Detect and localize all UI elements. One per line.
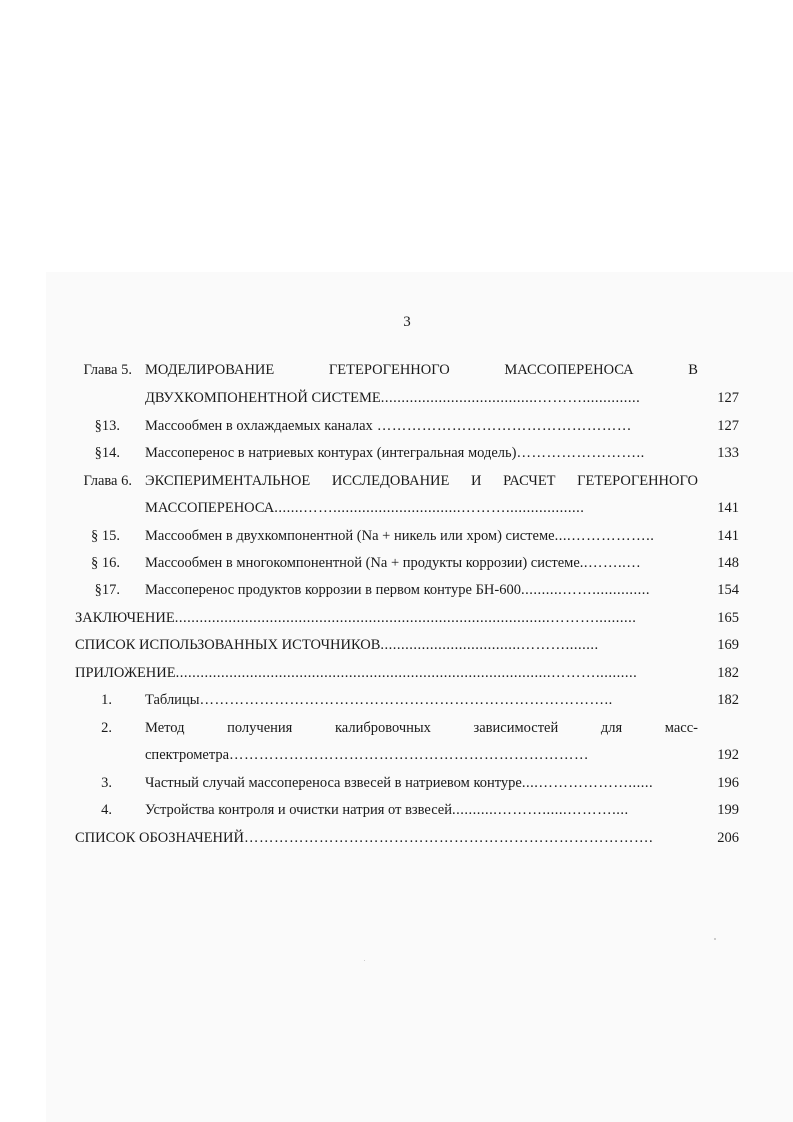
- toc-entry-section-14: [0, 443, 793, 463]
- page-ref: 165: [717, 610, 739, 626]
- item-number: 1.: [101, 692, 112, 708]
- toc-entry-symbols: [0, 828, 793, 848]
- toc-entry-sources: [0, 635, 793, 655]
- leader-dots: ..……..…: [579, 555, 642, 571]
- entry-title: [145, 553, 695, 573]
- toc-entry-section-17: [0, 580, 793, 600]
- leader-dots: ………………………………………………………………: [229, 747, 590, 763]
- title-text: Устройства контроля и очистки натрия от взвесей: [145, 802, 453, 818]
- leader-dots: ..................................………........: [380, 637, 599, 653]
- title-text: ЗАКЛЮЧЕНИЕ: [75, 610, 175, 626]
- page-ref: 182: [717, 665, 739, 681]
- chapter-label: Глава 5.: [83, 362, 132, 378]
- title-word: Метод: [145, 720, 185, 736]
- leader-dots: ……………………..: [516, 445, 645, 461]
- toc-entry-appendix-3: [0, 773, 793, 793]
- title-word: зависимостей: [473, 720, 559, 736]
- scan-speck: [714, 938, 716, 940]
- toc-entry-chapter-6-cont: [0, 498, 793, 518]
- title-text: МАССОПЕРЕНОСА: [145, 500, 275, 516]
- page-ref: 206: [717, 830, 739, 846]
- title-text: Массоперенос в натриевых контурах (интегральная модель): [145, 445, 517, 461]
- title-text: Таблицы: [145, 692, 200, 708]
- title-text: Частный случай массопереноса взвесей в натриевом контуре: [145, 775, 522, 791]
- title-word: калибровочных: [334, 720, 431, 736]
- toc-entry-section-16: [0, 553, 793, 573]
- title-word: ГЕТЕРОГЕННОГО: [577, 473, 698, 489]
- title-word: для: [600, 720, 623, 736]
- leader-dots: ....………………......: [521, 775, 654, 791]
- entry-title: [75, 635, 695, 655]
- entry-title: [145, 498, 695, 518]
- title-word: ЭКСПЕРИМЕНТАЛЬНОЕ: [145, 473, 311, 489]
- item-number: 2.: [101, 720, 112, 736]
- entry-title: [145, 443, 695, 463]
- page-ref: 192: [717, 747, 739, 763]
- title-word: В: [688, 362, 698, 378]
- leader-dots: ……………………………………………: [372, 418, 632, 434]
- title-text: спектрометра: [145, 747, 230, 763]
- toc-entry-section-15: [0, 526, 793, 546]
- leader-dots: ....……………..: [554, 528, 655, 544]
- toc-entry-chapter-6: [0, 471, 793, 491]
- title-text: ПРИЛОЖЕНИЕ: [75, 665, 176, 681]
- chapter-label: Глава 6.: [83, 473, 132, 489]
- page-ref: 133: [717, 445, 739, 461]
- leader-dots: ………………………………………………………………………..: [199, 692, 613, 708]
- page-ref: 196: [717, 775, 739, 791]
- title-text: ДВУХКОМПОНЕНТНОЙ СИСТЕМЕ: [145, 390, 381, 406]
- title-word: ИССЛЕДОВАНИЕ: [331, 473, 450, 489]
- toc-entry-conclusion: [0, 608, 793, 628]
- title-word: масс-: [664, 720, 698, 736]
- section-label: §14.: [94, 445, 120, 461]
- toc-entry-appendix: [0, 663, 793, 683]
- title-text: СПИСОК ОБОЗНАЧЕНИЙ: [75, 830, 244, 846]
- entry-title: [145, 526, 695, 546]
- entry-title: [145, 580, 695, 600]
- item-number: 4.: [101, 802, 112, 818]
- page-ref: 141: [717, 500, 739, 516]
- leader-dots: ……………………………………………………………………….: [243, 830, 654, 846]
- title-word: И: [471, 473, 482, 489]
- title-text: Массообмен в двухкомпонентной (Na + никель или хром) системе: [145, 528, 555, 544]
- entry-title: [145, 745, 695, 765]
- section-label: § 16.: [91, 555, 120, 571]
- toc-entry-chapter-5-cont: [0, 388, 793, 408]
- page-number: 3: [403, 314, 411, 330]
- entry-title: [145, 773, 695, 793]
- page-ref: 182: [717, 692, 739, 708]
- section-label: § 15.: [91, 528, 120, 544]
- section-label: §13.: [94, 418, 120, 434]
- leader-dots: .......……...............................………...................: [274, 500, 585, 516]
- toc-entry-appendix-4: [0, 800, 793, 820]
- toc-entry-chapter-5: [0, 360, 793, 380]
- title-text: Массообмен в многокомпонентной (Na + продукты коррозии) системе: [145, 555, 580, 571]
- title-text: Массоперенос продуктов коррозии в первом контуре БН-600: [145, 582, 521, 598]
- entry-title: [75, 828, 695, 848]
- entry-title: [75, 608, 695, 628]
- title-text: СПИСОК ИСПОЛЬЗОВАННЫХ ИСТОЧНИКОВ: [75, 637, 381, 653]
- toc-entry-section-13: [0, 416, 793, 436]
- page-ref: 154: [717, 582, 739, 598]
- title-word: ГЕТЕРОГЕННОГО: [328, 362, 450, 378]
- toc-entry-appendix-2-cont: [0, 745, 793, 765]
- toc-entry-appendix-1: [0, 690, 793, 710]
- entry-title: [145, 416, 695, 436]
- page-ref: 127: [717, 418, 739, 434]
- page-ref: 199: [717, 802, 739, 818]
- leader-dots: ..........……..............: [520, 582, 650, 598]
- toc-entry-appendix-2: [0, 718, 793, 738]
- page-ref: 148: [717, 555, 739, 571]
- leader-dots: ...........………......………....: [452, 802, 629, 818]
- title-word: МОДЕЛИРОВАНИЕ: [145, 362, 275, 378]
- title-text: Массообмен в охлаждаемых каналах: [145, 418, 373, 434]
- title-word: МАССОПЕРЕНОСА: [504, 362, 634, 378]
- leader-dots: ...........................................................................................………..........: [174, 610, 637, 626]
- chapter-title-line1: [145, 360, 698, 380]
- entry-title: [75, 663, 695, 683]
- entry-title: [145, 800, 695, 820]
- page-ref: 141: [717, 528, 739, 544]
- chapter-title-line1: [145, 471, 698, 491]
- item-number: 3.: [101, 775, 112, 791]
- page-ref: 169: [717, 637, 739, 653]
- leader-dots: ......................................………..............: [380, 390, 641, 406]
- title-word: получения: [227, 720, 293, 736]
- leader-dots: ...........................................................................................………..........: [175, 665, 638, 681]
- entry-title-line1: [145, 718, 698, 738]
- scan-speck: [364, 960, 365, 961]
- page-ref: 127: [717, 390, 739, 406]
- section-label: §17.: [94, 582, 120, 598]
- entry-title: [145, 388, 695, 408]
- entry-title: [145, 690, 695, 710]
- title-word: РАСЧЕТ: [503, 473, 556, 489]
